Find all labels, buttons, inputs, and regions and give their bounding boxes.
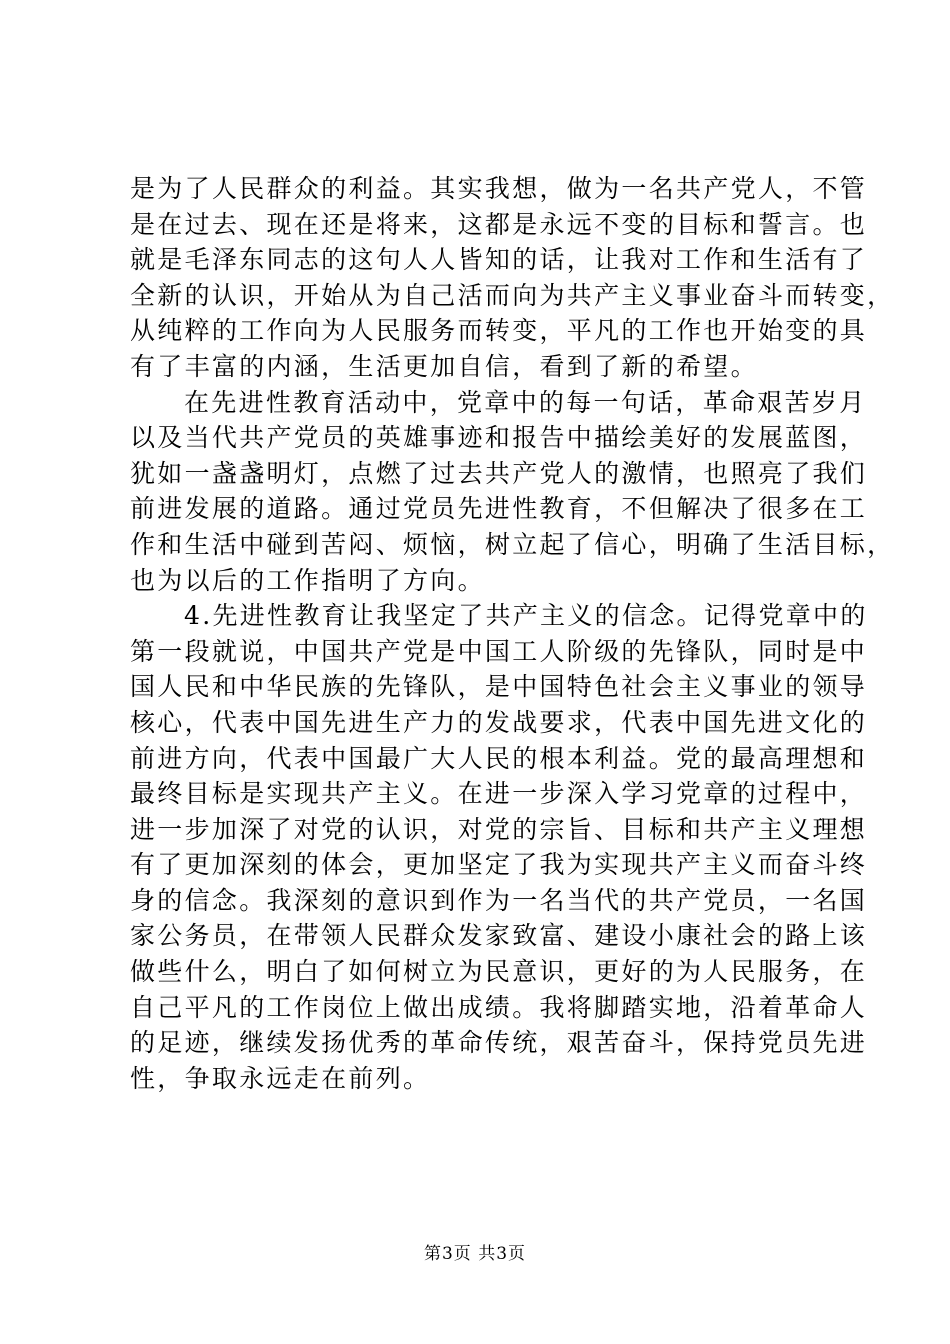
text-line: 4.先进性教育让我坚定了共产主义的信念。记得党章中的 [184, 601, 868, 631]
text-line: 做些什么，明白了如何树立为民意识，更好的为人民服务，在 [130, 957, 868, 987]
text-line: 是为了人民群众的利益。其实我想，做为一名共产党人，不管 [130, 174, 868, 203]
text-line: 前进方向，代表中国最广大人民的根本利益。党的最高理想和 [130, 743, 868, 773]
text-line: 作和生活中碰到苦闷、烦恼，树立起了信心，明确了生活目标， [130, 529, 895, 559]
text-line: 也为以后的工作指明了方向。 [130, 565, 485, 595]
text-line: 身的信念。我深刻的意识到作为一名当代的共产党员，一名国 [130, 885, 868, 915]
text-line: 有了更加深刻的体会，更加坚定了我为实现共产主义而奋斗终 [130, 850, 868, 880]
document-body [130, 171, 895, 1096]
text-line: 性，争取永远走在前列。 [130, 1063, 431, 1093]
text-line: 全新的认识，开始从为自己活而向为共产主义事业奋斗而转变， [130, 280, 895, 310]
text-line: 有了丰富的内涵，生活更加自信，看到了新的希望。 [130, 351, 758, 381]
text-line: 第一段就说，中国共产党是中国工人阶级的先锋队，同时是中 [130, 636, 868, 666]
text-line: 在先进性教育活动中，党章中的每一句话，革命艰苦岁月 [184, 387, 867, 417]
text-line: 进一步加深了对党的认识，对党的宗旨、目标和共产主义理想 [130, 814, 868, 844]
text-line: 犹如一盏盏明灯，点燃了过去共产党人的激情，也照亮了我们 [130, 458, 868, 488]
text-line: 自己平凡的工作岗位上做出成绩。我将脚踏实地，沿着革命人 [130, 992, 868, 1022]
text-line: 是在过去、现在还是将来，这都是永远不变的目标和誓言。也 [130, 209, 868, 239]
text-line: 从纯粹的工作向为人民服务而转变，平凡的工作也开始变的具 [130, 316, 868, 346]
text-line: 家公务员，在带领人民群众发家致富、建设小康社会的路上该 [130, 921, 868, 951]
text-line: 国人民和中华民族的先锋队，是中国特色社会主义事业的领导 [130, 672, 868, 702]
page-footer: 第3页 共3页 [423, 1244, 527, 1264]
text-line: 就是毛泽东同志的这句人人皆知的话，让我对工作和生活有了 [130, 245, 868, 275]
text-line: 最终目标是实现共产主义。在进一步深入学习党章的过程中， [130, 779, 868, 809]
text-line: 以及当代共产党员的英雄事迹和报告中描绘美好的发展蓝图， [130, 423, 868, 453]
text-line: 核心，代表中国先进生产力的发战要求，代表中国先进文化的 [130, 707, 868, 737]
text-line: 前进发展的道路。通过党员先进性教育，不但解决了很多在工 [130, 494, 868, 524]
text-line: 的足迹，继续发扬优秀的革命传统，艰苦奋斗，保持党员先进 [130, 1028, 868, 1058]
